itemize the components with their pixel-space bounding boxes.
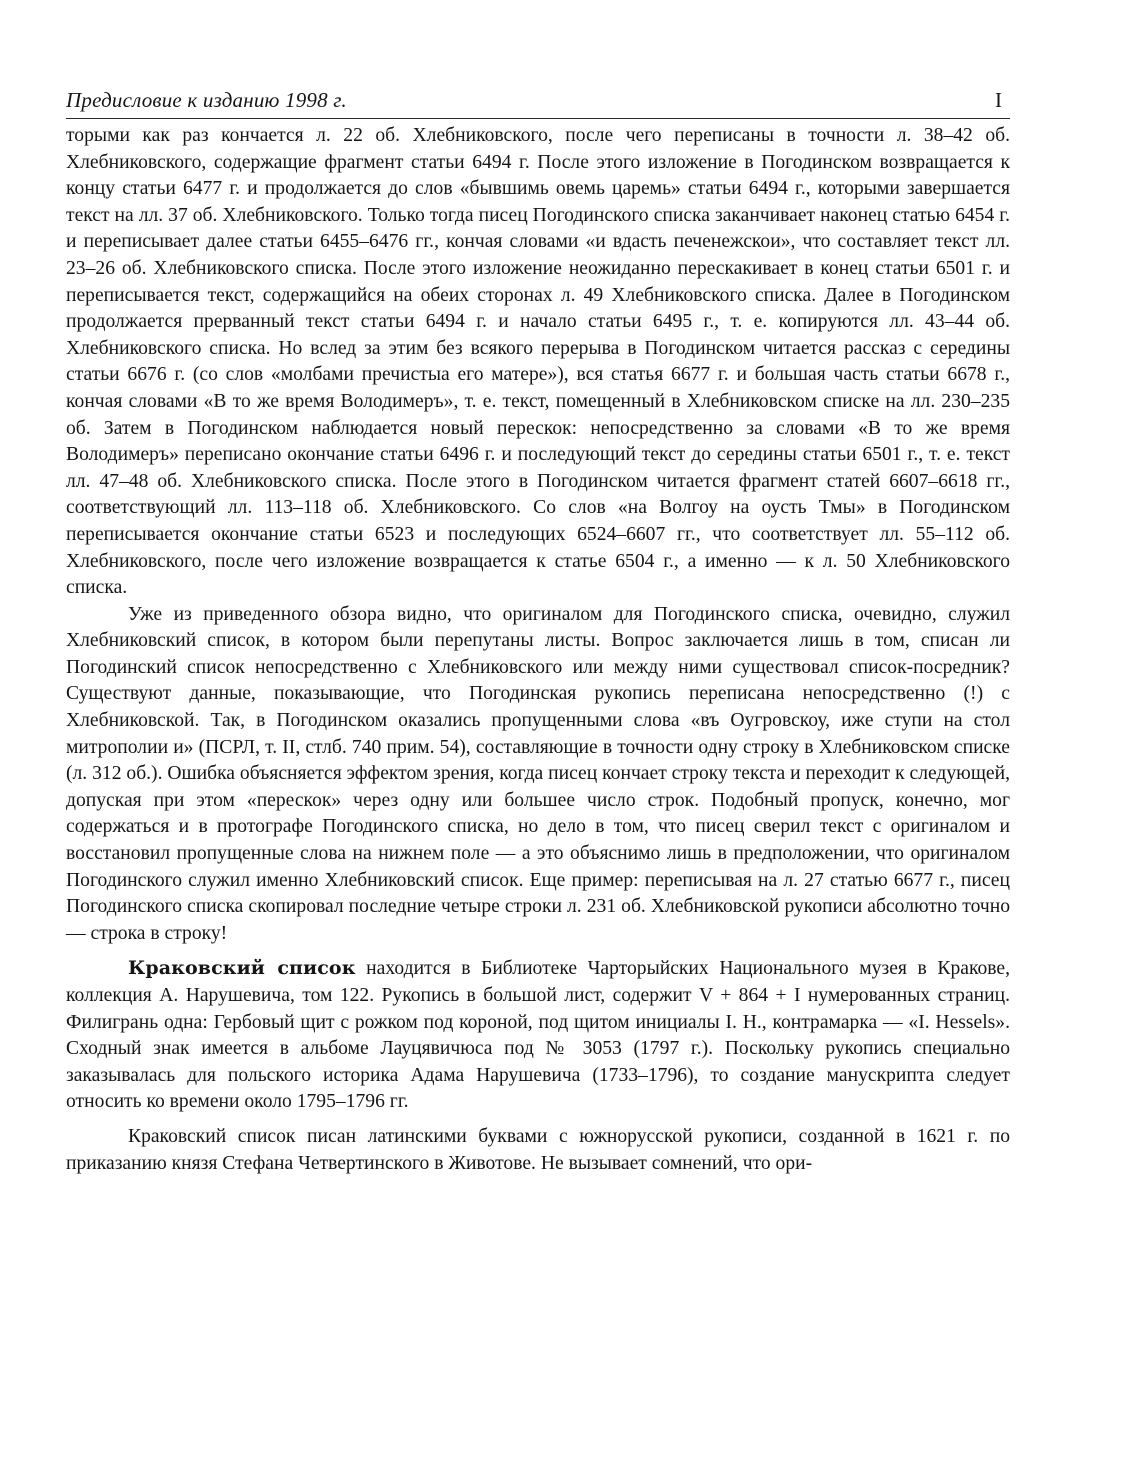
running-header xyxy=(66,86,1010,119)
paragraph-krakow-list xyxy=(66,955,1010,1116)
document-page xyxy=(66,86,1010,1177)
paragraph-krakow-list-text: находится в Библиотеке Чарторыйских Национального музея в Кракове, коллекция А. Нарушевича, том 122. Рукопись в большой лист, содержит V + 864 + I нумерованных страниц. Филигрань одна: Гербовый щит с рожком под короной, под щитом инициалы I. H., контрамарка — «I. Hessels». Сходный знак имеется в альбоме Лауцявичюса под № 3053 (1797 г.). Поскольку рукопись специально заказывалась для польского историка Адама Нарушевича (1733–1796), то создание манускрипта следует относить ко времени около 1795–1796 гг. xyxy=(66,958,1011,1113)
page-number: I xyxy=(995,88,1002,112)
body-text xyxy=(66,123,1010,1177)
section-lead-heading: Краковский список xyxy=(128,957,356,980)
paragraph-continuation: торыми как раз кончается л. 22 об. Хлебниковского, после чего переписаны в точности л. 38–42 об. Хлебниковского, содержащие фрагмент статьи 6494 г. После этого изложение в Погодинском возвращается к концу статьи 6477 г. и продолжается до слов «бывшимь овемь царемь» статьи 6494 г., которыми завершается текст на лл. 37 об. Хлебниковского. Только тогда писец Погодинского списка заканчивает наконец статью 6454 г. и переписывает далее статьи 6455–6476 гг., кончая словами «и вдасть печенежскои», что составляет текст лл. 23–26 об. Хлебниковского списка. После этого изложение неожиданно перескакивает в конец статьи 6501 г. и переписывается текст, содержащийся на обеих сторонах л. 49 Хлебниковского списка. Далее в Погодинском продолжается прерванный текст статьи 6494 г. и начало статьи 6495 г., т. е. копируются лл. 43–44 об. Хлебниковского списка. Но вслед за этим без всякого перерыва в Погодинском читается рассказ с середины статьи 6676 г. (со слов «молбами пречистыа его матере»), вся статья 6677 г. и большая часть статьи 6678 г., кончая словами «В то же время Володимеръ», т. е. текст, помещенный в Хлебниковском списке на лл. 230–235 об. Затем в Погодинском наблюдается новый перескок: непосредственно за словами «В то же время Володимеръ» переписано окончание статьи 6496 г. и последующий текст до середины статьи 6501 г., т. е. текст лл. 47–48 об. Хлебниковского списка. После этого в Погодинском читается фрагмент статей 6607–6618 гг., соответствующий лл. 113–118 об. Хлебниковского. Со слов «на Волгоу на оусть Тмы» в Погодинском переписывается окончание статьи 6523 и последующих 6524–6607 гг., что соответствует лл. 55–112 об. Хлебниковского, после чего изложение возвращается к статье 6504 г., а именно — к л. 50 Хлебниковского списка. xyxy=(66,125,1010,599)
paragraph-analysis: Уже из приведенного обзора видно, что оригиналом для Погодинского списка, очевидно, служил Хлебниковский список, в котором были перепутаны листы. Вопрос заключается лишь в том, списан ли Погодинский список непосредственно с Хлебниковского или между ними существовал список-посредник? Существуют данные, показывающие, что Погодинская рукопись переписана непосредственно (!) с Хлебниковской. Так, в Погодинском оказались пропущенными слова «въ Оугровскоу, иже ступи на стол митрополии и» (ПСРЛ, т. II, стлб. 740 прим. 54), составляющие в точности одну строку в Хлебниковском списке (л. 312 об.). Ошибка объясняется эффектом зрения, когда писец кончает строку текста и переходит к следующей, допуская при этом «перескок» через одну или большее число строк. Подобный пропуск, конечно, мог содержаться и в протографе Погодинского списка, но дело в том, что писец сверил текст с оригиналом и восстановил пропущенные слова на нижнем поле — а это объяснимо лишь в предположении, что оригиналом Погодинского служил именно Хлебниковский список. Еще пример: переписывая на л. 27 статью 6677 г., писец Погодинского списка скопировал последние четыре строки л. 231 об. Хлебниковской рукописи абсолютно точно — строка в строку! xyxy=(66,603,1010,944)
running-title: Предисловие к изданию 1998 г. xyxy=(66,88,347,112)
paragraph-krakow-origin: Краковский список писан латинскими буквами с южнорусской рукописи, созданной в 1621 г. по приказанию князя Стефана Четвертинского в Животове. Не вызывает сомнений, что ори- xyxy=(66,1125,1010,1174)
